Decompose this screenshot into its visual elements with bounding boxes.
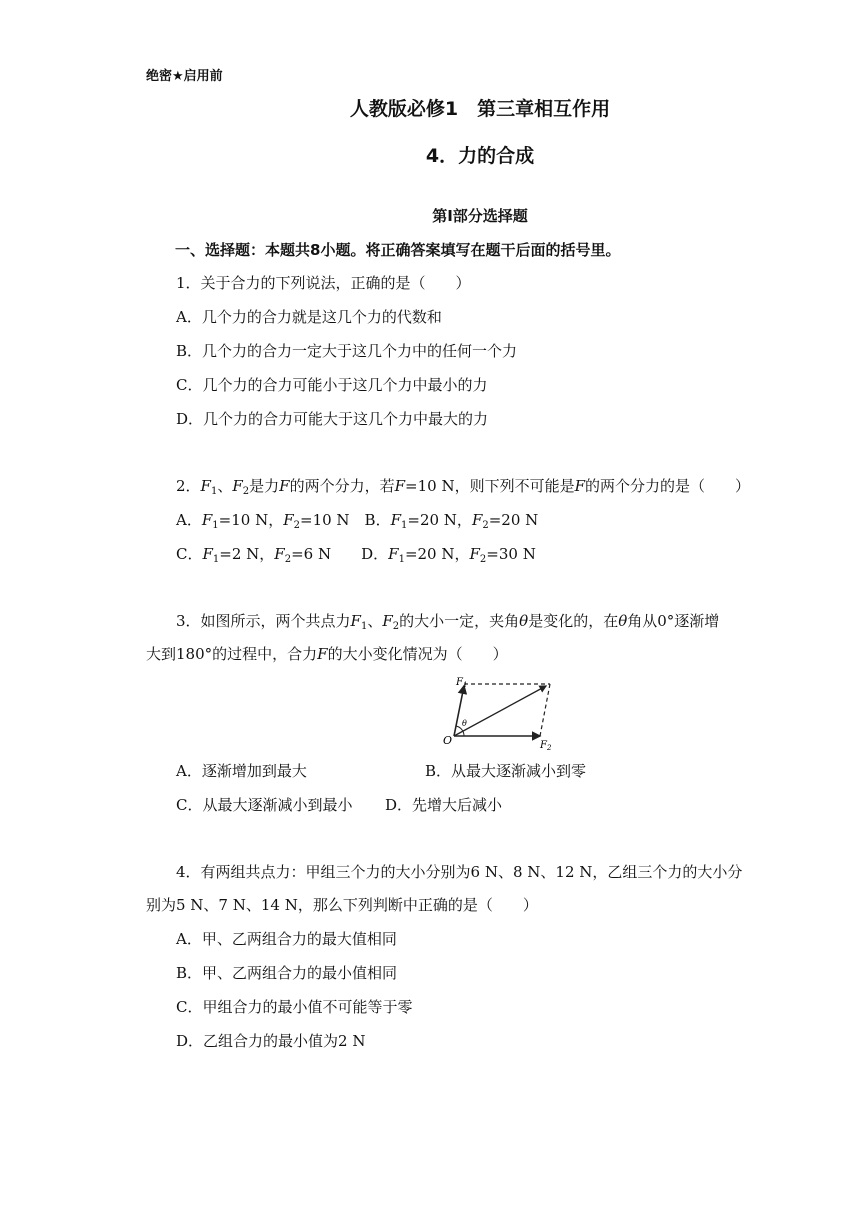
question-3-stem-line2: 大到180°的过程中，合力F的大小变化情况为（ ） [146, 645, 508, 663]
question-1-option-c: C．几个力的合力可能小于这几个力中最小的力 [176, 376, 488, 394]
f1-label: $F_1$ [456, 677, 468, 689]
lesson-title: 4．力的合成 [425, 145, 535, 167]
question-4-stem-line1: 4．有两组共点力：甲组三个力的大小分别为6 N、8 N、12 N，乙组三个力的大小分 [176, 863, 743, 881]
question-3-stem-line1: 3．如图所示，两个共点力$F_1$、$F_2$的大小一定，夹角θ是变化的，在θ角从0°逐渐增 [176, 612, 720, 632]
question-2-options-ab: A．$F_1=10$ N，$F_2=10$ N B．$F_1=20$ N，$F_2=20$ N [176, 511, 539, 531]
question-4-option-d: D．乙组合力的最小值为2 N [176, 1032, 366, 1050]
force-parallelogram-figure [440, 672, 560, 752]
f2-label: $F_2$ [540, 740, 552, 752]
question-4-option-c: C．甲组合力的最小值不可能等于零 [176, 998, 413, 1016]
parallelogram-right-edge [540, 684, 550, 736]
question-1-stem: 1．关于合力的下列说法，正确的是（ ） [176, 274, 471, 292]
question-3-option-b: B．从最大逐渐减小到零 [425, 762, 587, 780]
part-heading: 第Ⅰ部分选择题 [432, 207, 528, 225]
question-1-option-d: D．几个力的合力可能大于这几个力中最大的力 [176, 410, 489, 428]
question-2-stem: 2．$F_1$、$F_2$是力F的两个分力，若F=10 N，则下列不可能是F的两个分力的是（ ） [176, 477, 751, 497]
f1-vector [454, 686, 464, 736]
origin-label: O [443, 734, 453, 747]
question-3-option-d: D．先增大后减小 [385, 796, 503, 814]
resultant-vector [454, 686, 546, 736]
question-4-stem-line2: 别为5 N、7 N、14 N，那么下列判断中正确的是（ ） [146, 896, 538, 914]
question-2-options-cd: C．$F_1=2$ N，$F_2=6$ N D．$F_1=20$ N，$F_2=30$ N [176, 545, 536, 565]
section-instructions: 一、选择题：本题共8小题。将正确答案填写在题干后面的括号里。 [175, 241, 621, 259]
question-4-option-a: A．甲、乙两组合力的最大值相同 [176, 930, 397, 948]
question-1-option-b: B．几个力的合力一定大于这几个力中的任何一个力 [176, 342, 518, 360]
confidential-mark: 绝密★启用前 [146, 69, 223, 84]
document-title: 人教版必修1 第三章相互作用 [349, 98, 611, 120]
theta-label: θ [462, 719, 467, 728]
question-3-option-c: C．从最大逐渐减小到最小 [176, 796, 353, 814]
question-1-option-a: A．几个力的合力就是这几个力的代数和 [176, 308, 442, 326]
question-4-option-b: B．甲、乙两组合力的最小值相同 [176, 964, 398, 982]
question-3-option-a: A．逐渐增加到最大 [176, 762, 307, 780]
